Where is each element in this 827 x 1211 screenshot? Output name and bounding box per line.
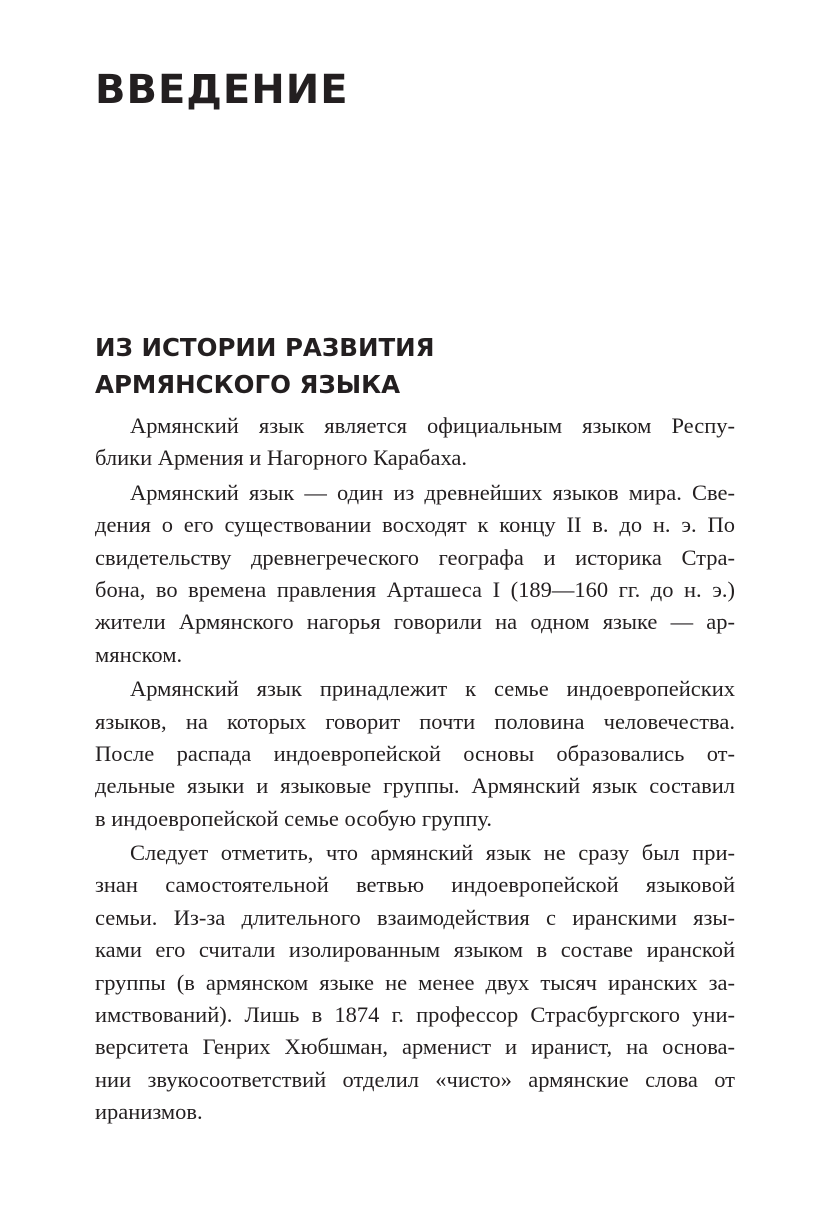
text-line: дения о его существовании восходят к концу II в. до н. э. По [95,512,735,538]
paragraph [95,410,735,475]
paragraph [95,837,735,1129]
section-title-line: АРМЯНСКОГО ЯЗЫКА [95,370,401,399]
chapter-title: ВВЕДЕНИЕ [95,67,349,113]
text-line: семьи. Из-за длительного взаимодействия с иранскими язы- [95,904,735,930]
text-line: мянском. [95,641,183,667]
text-line: Следует отметить, что армянский язык не сразу был при- [130,840,735,866]
section-title [95,329,735,403]
text-line: Армянский язык является официальным языком Респу- [130,413,735,438]
text-line: жители Армянского нагорья говорили на одном языке — ар- [95,609,735,635]
paragraph [95,673,735,835]
text-line: верситета Генрих Хюбшман, арменист и иранист, на основа- [95,1034,735,1060]
text-line: блики Армения и Нагорного Карабаха. [95,445,468,471]
text-line: ками его считали изолированным языком в составе иранской [95,937,735,963]
text-line: свидетельству древнегреческого географа и историка Стра- [95,544,735,570]
text-line: группы (в армянском языке не менее двух тысяч иранских за- [95,969,735,995]
text-line: языков, на которых говорит почти половина человечества. [95,708,735,734]
text-line: имствований). Лишь в 1874 г. профессор Страсбургского уни- [95,1002,735,1028]
text-line: нии звукосоответствий отделил «чисто» армянские слова от [95,1066,735,1092]
text-line: бона, во времена правления Арташеса I (189—160 гг. до н. э.) [95,576,735,602]
text-line: Армянский язык — один из древнейших языков мира. Све- [130,479,735,505]
paragraph [95,477,735,671]
text-line: знан самостоятельной ветвью индоевропейской языковой [95,872,735,898]
text-line: После распада индоевропейской основы образовались от- [95,740,735,766]
body-text [95,410,735,1131]
text-line: иранизмов. [95,1099,203,1125]
section-title-line: ИЗ ИСТОРИИ РАЗВИТИЯ [95,333,435,362]
text-line: дельные языки и языковые группы. Армянский язык составил [95,773,735,799]
text-line: Армянский язык принадлежит к семье индоевропейских [130,676,735,702]
text-line: в индоевропейской семье особую группу. [95,805,492,831]
